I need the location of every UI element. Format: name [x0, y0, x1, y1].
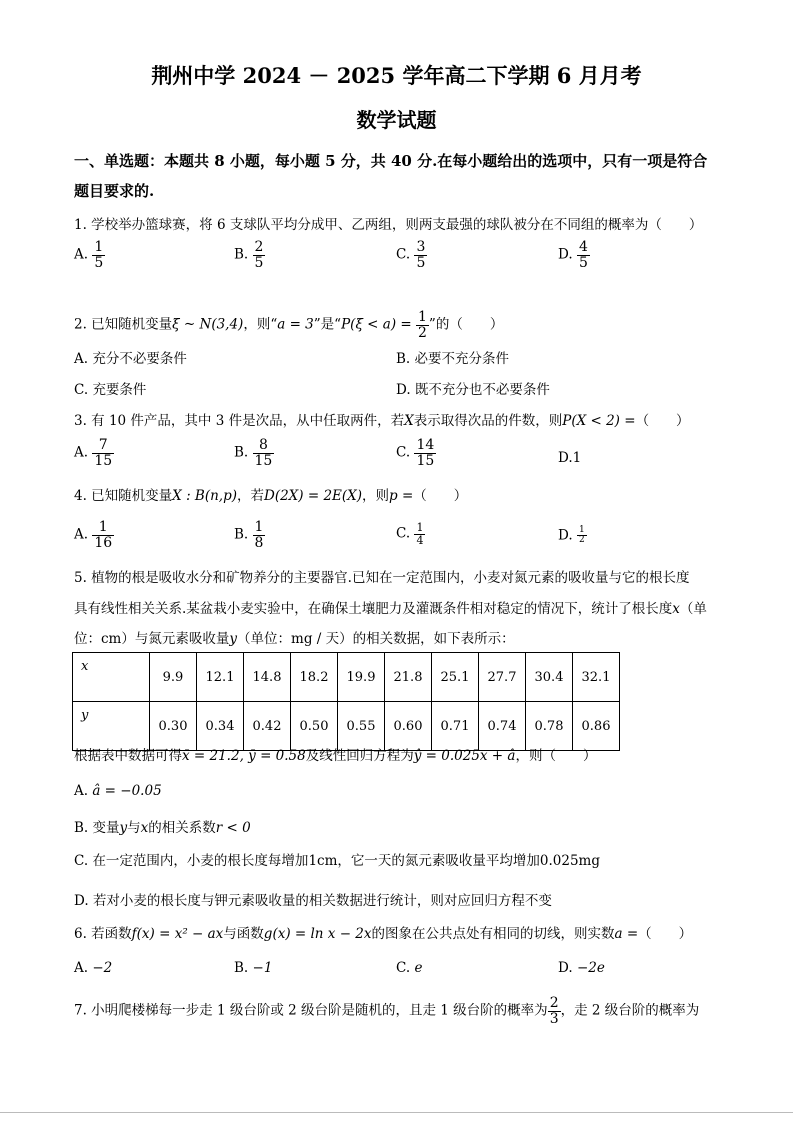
table-cell: 0.78	[526, 702, 573, 751]
question-2-option-b: B. 必要不充分条件	[396, 351, 510, 367]
question-6-option-d: D. −2e	[558, 960, 605, 976]
table-header-y: y	[73, 702, 150, 751]
table-cell: 30.4	[526, 653, 573, 702]
question-1-stem: 1. 学校举办篮球赛，将 6 支球队平均分成甲、乙两组，则两支最强的球队被分在不同组的概率为（ ）	[74, 217, 703, 233]
question-3-option-d: D.1	[558, 450, 582, 466]
table-cell: 21.8	[385, 653, 432, 702]
question-3-stem: 3. 有 10 件产品，其中 3 件是次品，从中任取两件，若X表示取得次品的件数，则P(X < 2) =（ ）	[74, 413, 690, 429]
exam-title: 荆州中学 2024 － 2025 学年高二下学期 6 月月考	[151, 63, 642, 88]
question-6-option-a: A. −2	[74, 960, 113, 976]
table-row-x	[73, 653, 620, 702]
question-4-option-b: B. $\frac{1}{8}$	[234, 519, 264, 551]
question-3-option-a: A. $\frac{7}{15}$	[74, 437, 113, 469]
question-2-option-d: D. 既不充分也不必要条件	[396, 382, 550, 398]
question-5-option-c: C. 在一定范围内，小麦的根长度每增加1cm，它一天的氮元素吸收量平均增加0.025mg	[74, 853, 600, 869]
question-1-option-b: B. $\frac{2}{5}$	[234, 239, 264, 271]
question-5-line2: 具有线性相关关系.某盆栽小麦实验中，在确保土壤肥力及灌溉条件相对稳定的情况下，统计了根长度x（单	[74, 601, 707, 617]
fraction-half: $\frac{1}{2}$	[418, 309, 427, 341]
fraction: $\frac{7}{15}$	[94, 437, 113, 469]
table-cell: 0.71	[432, 702, 479, 751]
table-cell: 9.9	[150, 653, 197, 702]
table-header-x: x	[73, 653, 150, 702]
table-cell: 0.74	[479, 702, 526, 751]
table-cell: 0.30	[150, 702, 197, 751]
question-3-option-b: B. $\frac{8}{15}$	[234, 437, 273, 469]
question-5-given: 根据表中数据可得x̄ = 21.2, ȳ = 0.58及线性回归方程为ŷ = 0.025x + â，则（ ）	[74, 748, 597, 764]
table-cell: 32.1	[573, 653, 620, 702]
question-6-option-c: C. e	[396, 960, 423, 976]
table-cell: 0.50	[291, 702, 338, 751]
fraction: $\frac{1}{2}$	[578, 525, 585, 546]
table-cell: 0.60	[385, 702, 432, 751]
table-cell: 25.1	[432, 653, 479, 702]
exam-subtitle: 数学试题	[356, 108, 437, 132]
question-4-option-a: A. $\frac{1}{16}$	[74, 519, 113, 551]
question-4-option-c: C. $\frac{1}{4}$	[396, 521, 424, 547]
fraction: $\frac{14}{15}$	[416, 437, 435, 469]
table-cell: 0.34	[197, 702, 244, 751]
question-5-line3: 位：cm）与氮元素吸收量y（单位：mg / 天）的相关数据，如下表所示：	[74, 631, 515, 647]
table-cell: 12.1	[197, 653, 244, 702]
table-cell: 0.42	[244, 702, 291, 751]
table-cell: 19.9	[338, 653, 385, 702]
fraction: $\frac{8}{15}$	[254, 437, 273, 469]
data-table	[72, 652, 620, 751]
fraction: $\frac{1}{4}$	[416, 521, 424, 547]
page-bottom-divider	[0, 1112, 793, 1113]
question-1-option-a: A. $\frac{1}{5}$	[74, 239, 104, 271]
question-6-option-b: B. −1	[234, 960, 273, 976]
question-5-option-a: A. â = −0.05	[74, 783, 162, 799]
question-5-option-b: B. 变量y与x的相关系数r < 0	[74, 820, 251, 836]
table-cell: 18.2	[291, 653, 338, 702]
table-cell: 0.55	[338, 702, 385, 751]
question-5-option-d: D. 若对小麦的根长度与钾元素吸收量的相关数据进行统计，则对应回归方程不变	[74, 893, 552, 909]
fraction: $\frac{2}{3}$	[549, 995, 559, 1027]
question-2-option-c: C. 充要条件	[74, 382, 147, 398]
table-cell: 0.86	[573, 702, 620, 751]
question-2-stem: 2. 已知随机变量ξ ~ N(3,4)，则“a = 3”是“P(ξ < a) = $\frac{1}{2}$ ”的（ ）	[74, 309, 504, 341]
fraction: $\frac{1}{16}$	[94, 519, 113, 551]
table-cell: 14.8	[244, 653, 291, 702]
question-5-line1: 5. 植物的根是吸收水分和矿物养分的主要器官.已知在一定范围内，小麦对氮元素的吸收量与它的根长度	[74, 570, 690, 586]
fraction: $\frac{1}{5}$	[94, 239, 104, 271]
fraction: $\frac{4}{5}$	[578, 239, 588, 271]
question-1-option-d: D. $\frac{4}{5}$	[558, 239, 588, 271]
fraction: $\frac{3}{5}$	[416, 239, 426, 271]
question-3-option-c: C. $\frac{14}{15}$	[396, 437, 435, 469]
question-1-option-c: C. $\frac{3}{5}$	[396, 239, 426, 271]
section-header-line1: 一、单选题：本题共 8 小题，每小题 5 分，共 40 分.在每小题给出的选项中，只有一项是符合	[74, 152, 708, 170]
fraction: $\frac{1}{8}$	[254, 519, 264, 551]
section-header-line2: 题目要求的.	[74, 182, 155, 200]
table-cell: 27.7	[479, 653, 526, 702]
question-6-stem: 6. 若函数f(x) = x² − ax与函数g(x) = ln x − 2x的图象在公共点处有相同的切线，则实数a =（ ）	[74, 926, 693, 942]
question-4-option-d: D. $\frac{1}{2}$	[558, 525, 585, 546]
fraction: $\frac{2}{5}$	[254, 239, 264, 271]
question-7-stem: 7. 小明爬楼梯每一步走 1 级台阶或 2 级台阶是随机的，且走 1 级台阶的概率为 $\frac{2}{3}$ ，走 2 级台阶的概率为	[74, 995, 700, 1027]
question-4-stem: 4. 已知随机变量X : B(n,p)，若D(2X) = 2E(X)，则p =（ ）	[74, 488, 468, 504]
question-2-option-a: A. 充分不必要条件	[74, 351, 187, 367]
